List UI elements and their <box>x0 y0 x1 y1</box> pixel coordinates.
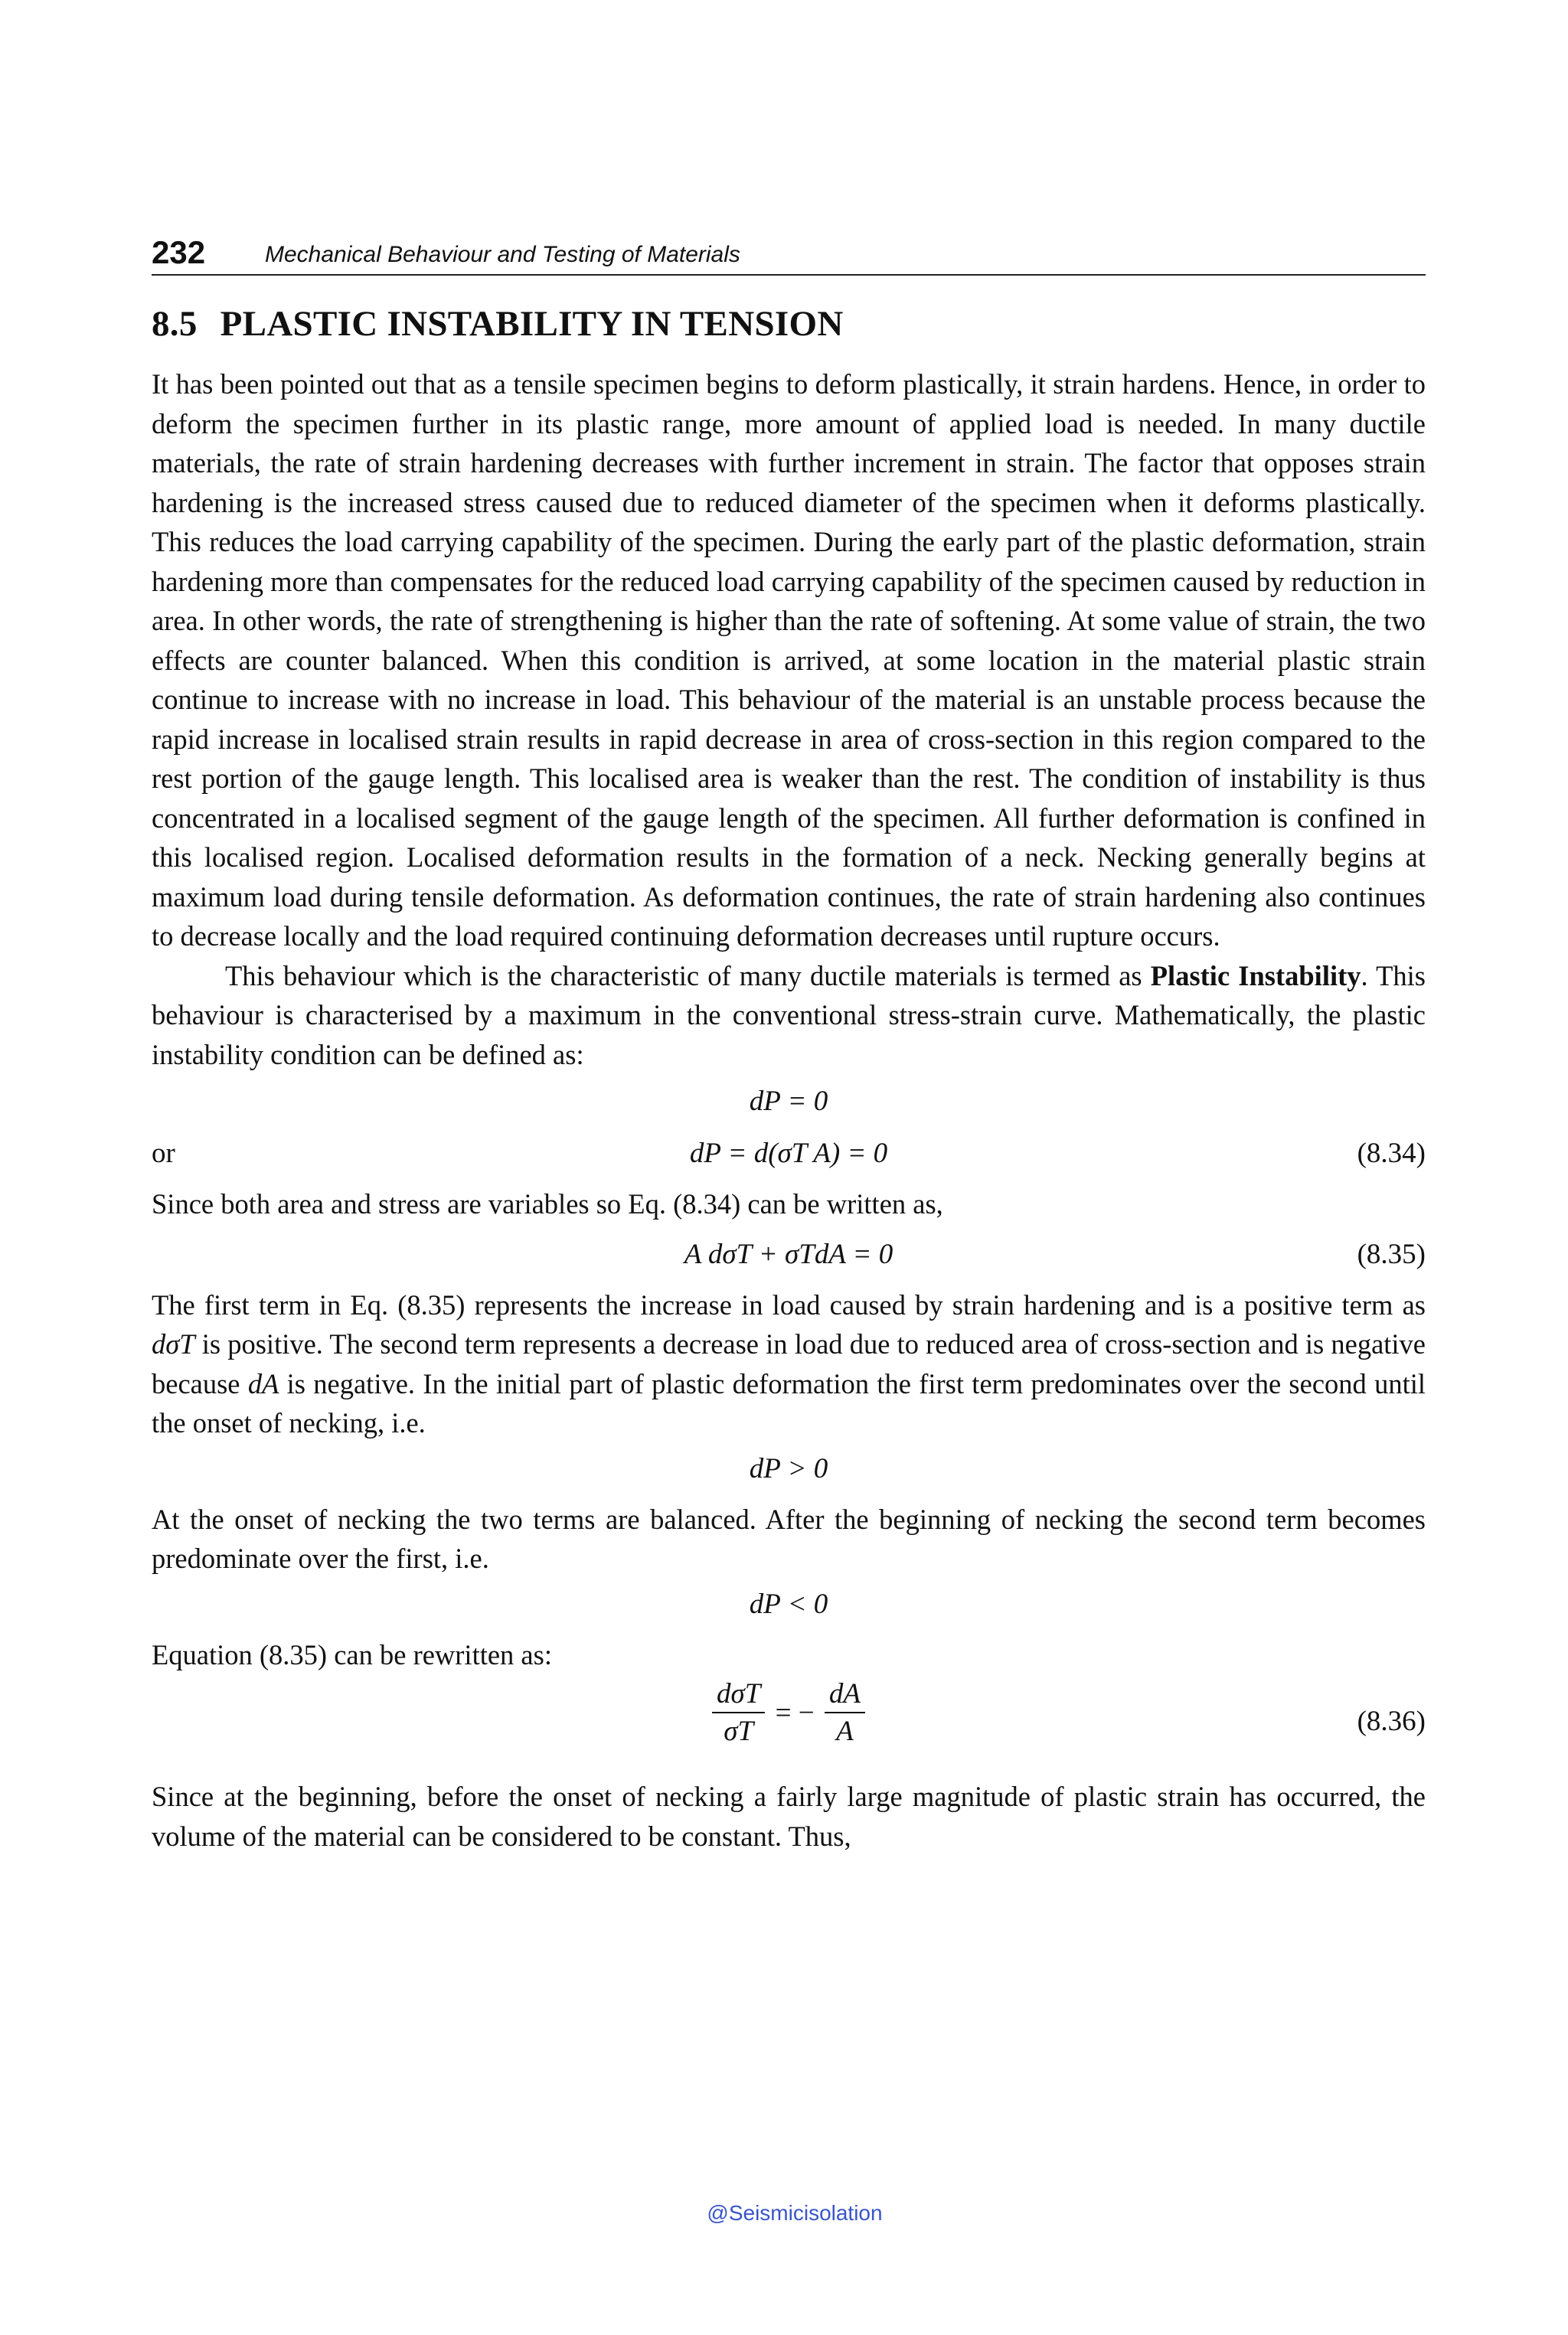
equation-text: dP = 0 <box>749 1086 828 1117</box>
fraction-right-denominator: A <box>836 1716 854 1747</box>
paragraph-4-var-dsigma: dσT <box>152 1328 195 1360</box>
equation-prefix: or <box>152 1138 175 1169</box>
fraction-left <box>712 1677 765 1748</box>
paragraph-2 <box>152 956 1426 1075</box>
equation-dp-positive <box>152 1448 1426 1500</box>
paragraph-2-bold-term: Plastic Instability <box>1150 959 1361 991</box>
fraction-left-denominator: σT <box>724 1716 754 1747</box>
paragraph-4-var-da: dA <box>247 1367 279 1399</box>
equation-number: (8.36) <box>1357 1706 1426 1737</box>
paragraph-5: At the onset of necking the two terms are balanced. After the beginning of necking the second term becomes predominate over the first, i.e. <box>152 1503 1426 1574</box>
equation-operator: = − <box>775 1697 815 1729</box>
equation-8-34 <box>152 1132 1426 1184</box>
paragraph-4 <box>152 1285 1426 1443</box>
section-heading <box>152 303 1426 345</box>
paragraph-6: Equation (8.35) can be rewritten as: <box>152 1638 552 1670</box>
equation-text: dP > 0 <box>749 1452 828 1484</box>
equation-number: (8.34) <box>1357 1138 1426 1169</box>
equation-dp-zero <box>152 1080 1426 1132</box>
equation-dp-negative <box>152 1583 1426 1635</box>
running-title: Mechanical Behaviour and Testing of Materials <box>265 242 740 267</box>
watermark <box>0 2201 1568 2226</box>
equation-text: dP = d(σT A) = 0 <box>689 1138 888 1169</box>
paragraph-4-text-b: is positive. The second term represents a decrease in load due to reduced area of cross-section and is negative because <box>152 1328 1426 1399</box>
page-number: 232 <box>152 234 206 270</box>
paragraph-1: It has been pointed out that as a tensile specimen begins to deform plastically, it strain hardens. Hence, in order to deform the specimen further in its plastic range, more amount of applied load is needed. In many ductile materials, the rate of strain hardening decreases with further increment in strain. The factor that opposes strain hardening is the increased stress caused due to reduced diameter of the specimen when it deforms plastically. This reduces the load carrying capability of the specimen. During the early part of the plastic deformation, strain hardening more than compensates for the reduced load carrying capability of the specimen caused by reduction in area. In other words, the rate of strengthening is higher than the rate of softening. At some value of strain, the two effects are counter balanced. When this condition is arrived, at some location in the material plastic strain continue to increase with no increase in load. This behaviour of the material is an unstable process because the rapid increase in localised strain results in rapid decrease in area of cross-section in this region compared to the rest portion of the gauge length. This localised area is weaker than the rest. The condition of instability is thus concentrated in a localised segment of the gauge length of the specimen. All further deformation is confined in this localised region. Localised deformation results in the formation of a neck. Necking generally begins at maximum load during tensile deformation. As deformation continues, the rate of strain hardening also continues to decrease locally and the load required continuing deformation decreases until rupture occurs. <box>152 368 1426 952</box>
equation-number: (8.35) <box>1357 1238 1426 1270</box>
paragraph-7: Since at the beginning, before the onset of necking a fairly large magnitude of plastic strain has occurred, the volume of the material can be considered to be constant. Thus, <box>152 1781 1426 1852</box>
page-header <box>152 230 1426 276</box>
watermark-text: @Seismicisolation <box>707 2201 883 2225</box>
page-body <box>152 230 1426 1856</box>
fraction-equation <box>152 1677 1426 1748</box>
paragraph-3: Since both area and stress are variables so Eq. (8.34) can be written as, <box>152 1188 943 1220</box>
section-title: PLASTIC INSTABILITY IN TENSION <box>220 304 844 344</box>
equation-text: A dσT + σTdA = 0 <box>684 1238 893 1270</box>
paragraph-2-text-b: . This behaviour is characterised by a maximum in the conventional stress-strain curve. Mathematically, the plastic instability condition can be defined as: <box>152 959 1426 1070</box>
paragraph-4-text-a: The first term in Eq. (8.35) represents the increase in load caused by strain hardening and is a positive term as <box>152 1288 1426 1321</box>
fraction-right <box>825 1677 865 1748</box>
fraction-right-numerator: dA <box>825 1677 865 1713</box>
paragraph-2-text-a: This behaviour which is the characteristic of many ductile materials is termed as <box>225 959 1151 991</box>
section-number: 8.5 <box>152 304 198 344</box>
paragraph-4-text-c: is negative. In the initial part of plastic deformation the first term predominates over the second until the onset of necking, i.e. <box>152 1367 1426 1439</box>
fraction-left-numerator: dσT <box>712 1677 765 1713</box>
equation-text: dP < 0 <box>749 1588 828 1620</box>
equation-8-35 <box>152 1233 1426 1285</box>
equation-8-36 <box>152 1677 1426 1769</box>
